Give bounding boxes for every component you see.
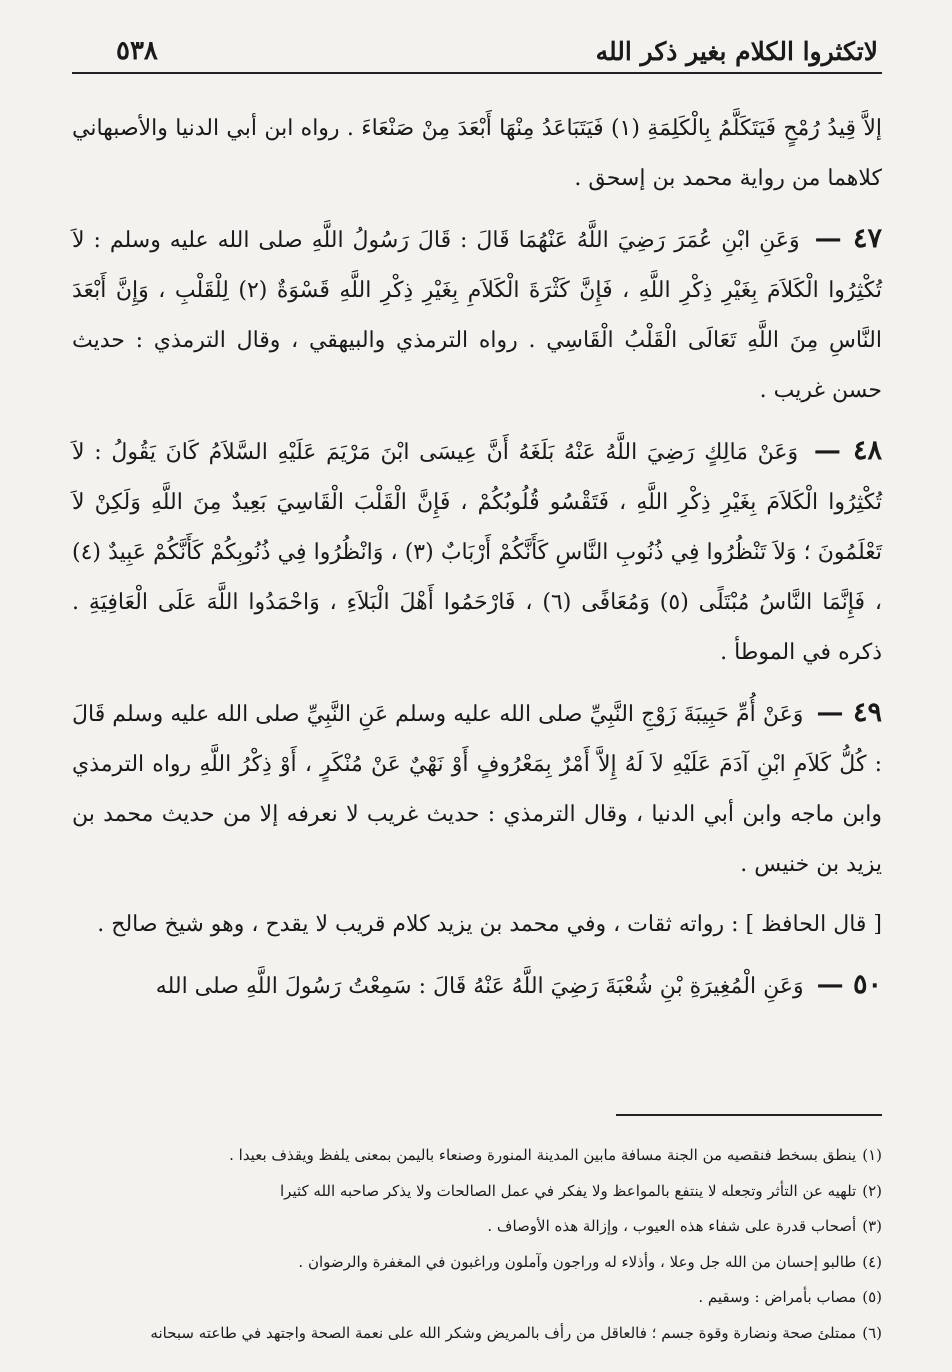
- footnote-text: ممتلئ صحة ونضارة وقوة جسم ؛ فالعاقل من رأف بالمريض وشكر الله على نعمة الصحة واجتهد في طاعته سبحانه: [150, 1323, 857, 1342]
- paragraph-text: وَعَنْ مَالِكٍ رَضِيَ اللَّهُ عَنْهُ بَلَغَهُ أَنَّ عِيسَى ابْنَ مَرْيَمَ عَلَيْهِ السَّلاَمُ كَانَ يَقُولُ : لاَ تُكْثِرُوا الْكَلاَمَ بِغَيْرِ ذِكْرِ اللَّهِ ، فَتَقْسُو قُلُوبُكُمْ ، فَإِنَّ الْقَلْبَ الْقَاسِيَ بَعِيدٌ مِنَ اللَّهِ وَلَكِنْ لاَ تَعْلَمُونَ ؛ وَلاَ تَنْظُرُوا فِي ذُنُوبِ النَّاسِ كَأَنَّكُمْ أَرْبَابٌ (٣) ، وَانْظُرُوا فِي ذُنُوبِكُمْ كَأَنَّكُمْ عَبِيدٌ (٤) ، فَإِنَّمَا النَّاسُ مُبْتَلًى (٥) وَمُعَافًى (٦) ، فَارْحَمُوا أَهْلَ الْبَلاَءِ ، وَاحْمَدُوا اللَّهَ عَلَى الْعَافِيَةِ . ذكره في الموطأ .: [72, 440, 882, 665]
- hadith-number: ٤٧ —: [814, 223, 882, 254]
- footnote-text: طالبو إحسان من الله جل وعلا ، وأذلاء له وراجون وآملون وراغبون في المغفرة والرضوان .: [298, 1252, 857, 1271]
- footnote-text: أصحاب قدرة على شفاء هذه العيوب ، وإزالة هذه الأوصاف .: [487, 1217, 857, 1235]
- hafiz-note: [72, 900, 882, 950]
- paragraph-text: وَعَنِ الْمُغِيرَةِ بْنِ شُعْبَةَ رَضِيَ اللَّهُ عَنْهُ قَالَ : سَمِعْتُ رَسُولَ اللَّهِ صلى الله: [155, 974, 804, 999]
- footnote-text: مصاب بأمراض : وسقيم .: [698, 1288, 857, 1306]
- chapter-title: لاتكثروا الكلام بغير ذكر الله: [595, 37, 878, 66]
- hadith-number: ٥٠ —: [816, 969, 882, 1000]
- footnote-4: [66, 1245, 882, 1281]
- footnote-5: [66, 1280, 882, 1316]
- page-number: ٥٣٨: [116, 36, 158, 66]
- footnotes: [66, 1138, 882, 1351]
- footnote-text: تلهيه عن التأثر وتجعله لا ينتفع بالمواعظ ولا يفكر في عمل الصالحات ولا يذكر صاحبه الله كثيرا: [280, 1181, 857, 1200]
- footnote-number: (٥): [862, 1288, 882, 1306]
- paragraph-text: وَعَنِ ابْنِ عُمَرَ رَضِيَ اللَّهُ عَنْهُمَا قَالَ : قَالَ رَسُولُ اللَّهِ صلى الله عليه وسلم : لاَ تُكْثِرُوا الْكَلاَمَ بِغَيْرِ ذِكْرِ اللَّهِ ، فَإِنَّ كَثْرَةَ الْكَلاَمِ بِغَيْرِ ذِكْرِ اللَّهِ قَسْوَةٌ (٢) لِلْقَلْبِ ، وَإِنَّ أَبْعَدَ النَّاسِ مِنَ اللَّهِ تَعَالَى الْقَلْبُ الْقَاسِي . رواه الترمذي والبيهقي ، وقال الترمذي : حديث حسن غريب .: [72, 228, 882, 403]
- paragraph-text: وَعَنْ أُمِّ حَبِيبَةَ زَوْجِ النَّبِيِّ صلى الله عليه وسلم عَنِ النَّبِيِّ صلى الله عليه وسلم قَالَ : كُلُّ كَلاَمِ ابْنِ آدَمَ عَلَيْهِ لاَ لَهُ إِلاَّ أَمْرٌ بِمَعْرُوفٍ أَوْ نَهْيٌ عَنْ مُنْكَرٍ ، أَوْ ذِكْرُ اللَّهِ رواه الترمذي وابن ماجه وابن أبي الدنيا ، وقال الترمذي : حديث غريب لا نعرفه إلا من حديث محمد بن يزيد بن خنيس .: [72, 702, 883, 877]
- hadith-47: [72, 214, 882, 416]
- main-text: [72, 104, 882, 1012]
- hadith-50: [72, 960, 882, 1012]
- footnote-divider: [616, 1114, 882, 1116]
- footnote-number: (٦): [862, 1323, 882, 1342]
- footnote-number: (١): [862, 1146, 882, 1164]
- footnote-number: (٢): [862, 1181, 882, 1200]
- footnote-6: [66, 1316, 882, 1352]
- footnote-2: [66, 1174, 882, 1210]
- footnote-number: (٣): [862, 1217, 882, 1235]
- footnote-1: [66, 1138, 882, 1174]
- hadith-number: ٤٨ —: [813, 435, 882, 466]
- footnote-text: ينطق بسخط فنقصيه من الجنة مسافة مابين المدينة المنورة وصنعاء باليمن بمعنى يلفظ ويقذف بعيدا .: [229, 1146, 857, 1164]
- paragraph-text: [ قال الحافظ ] : رواته ثقات ، وفي محمد بن يزيد كلام قريب لا يقدح ، وهو شيخ صالح .: [97, 912, 882, 937]
- page-header: [72, 22, 882, 74]
- hadith-48: [72, 426, 882, 678]
- paragraph-text: إلاَّ قِيدُ رُمْحٍ فَيَتَكَلَّمُ بِالْكَلِمَةِ (١) فَيَتَبَاعَدُ مِنْهَا أَبْعَدَ مِنْ صَنْعَاءَ . رواه ابن أبي الدنيا والأصبهاني كلاهما من رواية محمد بن إسحق .: [72, 116, 882, 191]
- paragraph-continuation: [72, 104, 882, 204]
- hadith-number: ٤٩ —: [816, 697, 882, 728]
- hadith-49: [72, 688, 882, 890]
- footnote-3: [66, 1209, 882, 1245]
- footnote-number: (٤): [862, 1252, 882, 1271]
